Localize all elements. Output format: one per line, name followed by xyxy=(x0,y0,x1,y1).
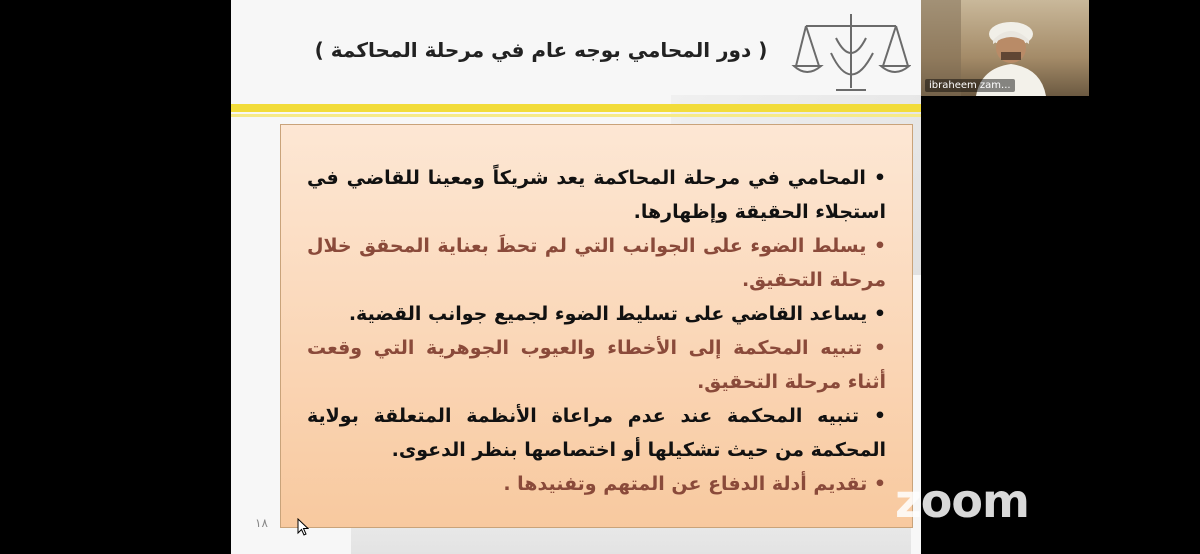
slide-title: ( دور المحامي بوجه عام في مرحلة المحاكمة ) xyxy=(314,38,768,62)
bullet-1: • المحامي في مرحلة المحاكمة يعد شريكاً ومعينا للقاضي في استجلاء الحقيقة وإظهارها. xyxy=(307,161,886,229)
zoom-watermark: zoom xyxy=(895,474,1029,528)
participant-name: ibraheem zam... xyxy=(925,79,1015,92)
bullet-2: • يسلط الضوء على الجوانب التي لم تحظَ بعناية المحقق خلال مرحلة التحقيق. xyxy=(307,229,886,297)
title-underline xyxy=(231,104,921,112)
participant-video-tile[interactable] xyxy=(921,0,1089,96)
bullet-6: • تقديم أدلة الدفاع عن المتهم وتفنيدها . xyxy=(307,467,886,501)
shared-slide xyxy=(231,0,921,554)
bullet-box xyxy=(280,124,913,528)
bullet-5: • تنبيه المحكمة عند عدم مراعاة الأنظمة المتعلقة بولاية المحكمة من حيث تشكيلها أو اختصاصها بنظر الدعوى. xyxy=(307,399,886,467)
slide-page-number: ١٨ xyxy=(255,516,268,530)
mouse-cursor-icon xyxy=(297,518,309,536)
scales-logo-icon xyxy=(791,8,911,98)
bullet-4: • تنبيه المحكمة إلى الأخطاء والعيوب الجوهرية التي وقعت أثناء مرحلة التحقيق. xyxy=(307,331,886,399)
bullet-3: • يساعد القاضي على تسليط الضوء لجميع جوانب القضية. xyxy=(307,297,886,331)
title-underline-light xyxy=(231,114,921,117)
